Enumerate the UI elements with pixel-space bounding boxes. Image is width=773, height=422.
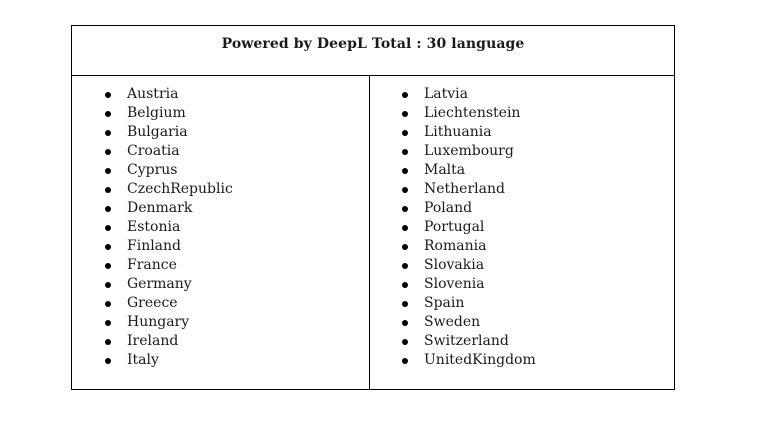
country-name: Croatia [127,143,180,159]
bullet-icon [402,111,408,117]
bullet-icon [105,282,111,288]
right-country-list [399,85,536,370]
country-name: Romania [424,238,487,254]
bullet-icon [402,244,408,250]
bullet-icon [105,320,111,326]
country-name: Switzerland [424,333,509,349]
bullet-icon [105,339,111,345]
list-item [102,180,233,199]
country-name: Hungary [127,314,190,330]
country-name: Finland [127,238,182,254]
bullet-icon [402,339,408,345]
country-name: Malta [424,162,466,178]
country-name: Germany [127,276,192,292]
list-item [399,313,536,332]
list-item [399,237,536,256]
country-name: Luxembourg [424,143,514,159]
list-item [102,142,233,161]
country-name: Slovakia [424,257,485,273]
list-item [102,256,233,275]
country-name: Belgium [127,105,186,121]
bullet-icon [105,301,111,307]
country-name: Estonia [127,219,181,235]
bullet-icon [105,187,111,193]
country-name: France [127,257,177,273]
country-name: Denmark [127,200,193,216]
bullet-icon [402,92,408,98]
list-item [399,256,536,275]
list-item [102,218,233,237]
country-name: Austria [127,86,179,102]
list-item [102,313,233,332]
country-name: Sweden [424,314,481,330]
list-item [399,85,536,104]
country-name: Bulgaria [127,124,188,140]
language-table [71,25,675,390]
bullet-icon [105,225,111,231]
bullet-icon [105,358,111,364]
list-item [102,85,233,104]
bullet-icon [402,206,408,212]
bullet-icon [402,225,408,231]
country-name: Latvia [424,86,469,102]
list-item [102,123,233,142]
bullet-icon [402,320,408,326]
bullet-icon [105,206,111,212]
bullet-icon [402,130,408,136]
country-name: Netherland [424,181,505,197]
list-item [399,142,536,161]
list-item [102,104,233,123]
list-item [399,161,536,180]
list-item [399,351,536,370]
bullet-icon [105,130,111,136]
country-name: CzechRepublic [127,181,233,197]
list-item [102,275,233,294]
country-name: Ireland [127,333,179,349]
bullet-icon [105,111,111,117]
bullet-icon [402,187,408,193]
country-name: Liechtenstein [424,105,521,121]
bullet-icon [402,282,408,288]
country-name: Slovenia [424,276,485,292]
bullet-icon [105,92,111,98]
country-name: Cyprus [127,162,178,178]
list-item [399,123,536,142]
bullet-icon [105,168,111,174]
country-name: Portugal [424,219,485,235]
list-item [102,161,233,180]
right-column [370,76,674,389]
list-item [399,104,536,123]
list-item [102,351,233,370]
bullet-icon [105,263,111,269]
country-name: Poland [424,200,473,216]
country-name: Greece [127,295,178,311]
list-item [399,218,536,237]
country-name: UnitedKingdom [424,352,536,368]
table-header-title: Powered by DeepL Total : 30 language [221,36,525,52]
list-item [102,199,233,218]
left-country-list [102,85,233,370]
table-header-row [72,26,674,76]
list-item [399,199,536,218]
bullet-icon [402,358,408,364]
bullet-icon [402,301,408,307]
left-column [72,76,370,389]
bullet-icon [105,244,111,250]
list-item [102,237,233,256]
list-item [399,180,536,199]
list-item [399,275,536,294]
list-item [399,332,536,351]
country-name: Spain [424,295,465,311]
list-item [102,294,233,313]
country-name: Lithuania [424,124,492,140]
list-item [399,294,536,313]
bullet-icon [105,149,111,155]
bullet-icon [402,263,408,269]
country-name: Italy [127,352,159,368]
list-item [102,332,233,351]
bullet-icon [402,149,408,155]
bullet-icon [402,168,408,174]
